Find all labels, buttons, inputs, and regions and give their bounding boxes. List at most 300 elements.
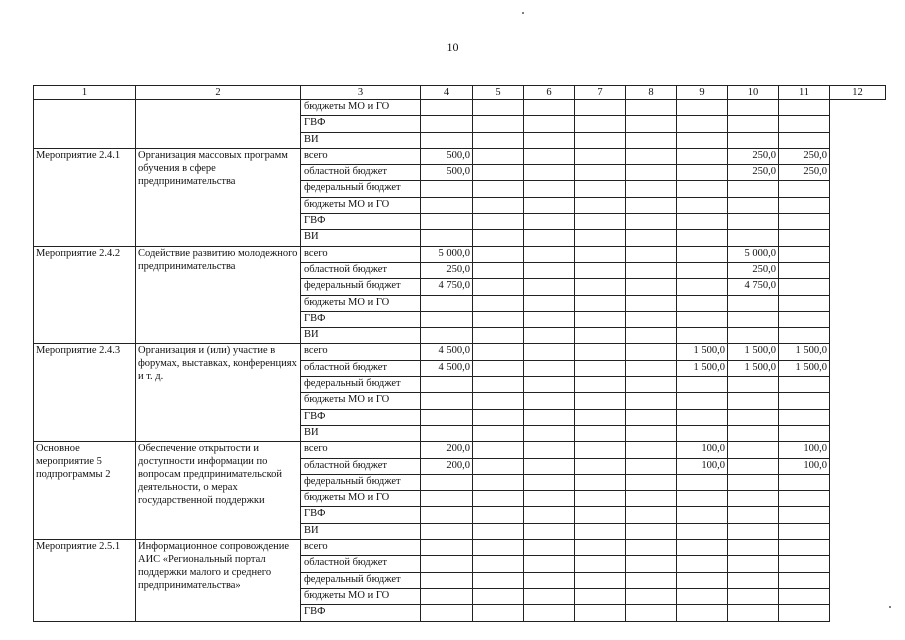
value-cell (575, 605, 626, 621)
value-cell (779, 197, 830, 213)
value-cell (677, 148, 728, 164)
value-cell (626, 540, 677, 556)
value-cell (626, 474, 677, 490)
value-cell (728, 230, 779, 246)
value-cell: 100,0 (779, 442, 830, 458)
value-cell (524, 246, 575, 262)
value-cell (524, 491, 575, 507)
source-cell: ГВФ (301, 507, 421, 523)
value-cell (575, 165, 626, 181)
column-header: 8 (626, 86, 677, 100)
value-cell: 250,0 (421, 262, 473, 278)
value-cell (421, 116, 473, 132)
value-cell (677, 295, 728, 311)
value-cell (473, 197, 524, 213)
value-cell (524, 295, 575, 311)
value-cell: 100,0 (779, 458, 830, 474)
value-cell (575, 425, 626, 441)
value-cell (677, 214, 728, 230)
source-cell: ГВФ (301, 409, 421, 425)
value-cell (473, 295, 524, 311)
value-cell (779, 605, 830, 621)
value-cell (728, 605, 779, 621)
source-cell: ВИ (301, 523, 421, 539)
header-row (34, 86, 886, 100)
code-cell (34, 100, 136, 149)
value-cell (779, 491, 830, 507)
value-cell (524, 230, 575, 246)
value-cell (779, 393, 830, 409)
value-cell (473, 262, 524, 278)
value-cell (677, 425, 728, 441)
value-cell: 1 500,0 (677, 360, 728, 376)
value-cell (524, 360, 575, 376)
value-cell (473, 572, 524, 588)
source-cell: бюджеты МО и ГО (301, 295, 421, 311)
value-cell (524, 442, 575, 458)
value-cell (626, 148, 677, 164)
value-cell (779, 311, 830, 327)
value-cell: 1 500,0 (728, 360, 779, 376)
value-cell (473, 214, 524, 230)
value-cell (524, 556, 575, 572)
column-header: 9 (677, 86, 728, 100)
value-cell (473, 507, 524, 523)
value-cell (421, 377, 473, 393)
name-cell (136, 100, 301, 149)
activity-code: Мероприятие 2.4.1 (34, 148, 136, 246)
value-cell (575, 246, 626, 262)
table-row (34, 148, 886, 164)
value-cell (524, 507, 575, 523)
activity-code: Основное мероприятие 5 подпрограммы 2 (34, 442, 136, 540)
column-header: 12 (830, 86, 886, 100)
value-cell (473, 425, 524, 441)
column-header: 2 (136, 86, 301, 100)
value-cell (473, 474, 524, 490)
value-cell (626, 588, 677, 604)
value-cell (728, 100, 779, 116)
value-cell (421, 425, 473, 441)
value-cell (473, 132, 524, 148)
value-cell (524, 588, 575, 604)
value-cell (626, 344, 677, 360)
value-cell (626, 523, 677, 539)
value-cell (575, 295, 626, 311)
value-cell (626, 181, 677, 197)
value-cell (728, 572, 779, 588)
value-cell (473, 393, 524, 409)
value-cell (779, 295, 830, 311)
value-cell (728, 377, 779, 393)
value-cell (728, 491, 779, 507)
value-cell (677, 540, 728, 556)
value-cell (473, 588, 524, 604)
value-cell (779, 181, 830, 197)
value-cell: 250,0 (728, 262, 779, 278)
value-cell: 1 500,0 (677, 344, 728, 360)
value-cell (677, 116, 728, 132)
value-cell (575, 230, 626, 246)
value-cell (728, 507, 779, 523)
source-cell: всего (301, 442, 421, 458)
value-cell (677, 100, 728, 116)
value-cell (421, 214, 473, 230)
page-number: 10 (446, 40, 459, 54)
scan-speck (522, 12, 524, 14)
source-cell: всего (301, 148, 421, 164)
value-cell (626, 279, 677, 295)
value-cell (575, 556, 626, 572)
value-cell (575, 328, 626, 344)
source-cell: областной бюджет (301, 458, 421, 474)
value-cell (677, 507, 728, 523)
value-cell (524, 474, 575, 490)
value-cell (575, 148, 626, 164)
value-cell (421, 540, 473, 556)
value-cell: 500,0 (421, 148, 473, 164)
column-header: 6 (524, 86, 575, 100)
source-cell: федеральный бюджет (301, 377, 421, 393)
value-cell (728, 409, 779, 425)
value-cell (575, 393, 626, 409)
value-cell (626, 491, 677, 507)
value-cell (626, 377, 677, 393)
activity-code: Мероприятие 2.5.1 (34, 540, 136, 621)
value-cell (677, 197, 728, 213)
value-cell: 4 500,0 (421, 360, 473, 376)
value-cell (728, 181, 779, 197)
value-cell (575, 279, 626, 295)
value-cell (473, 100, 524, 116)
value-cell (524, 116, 575, 132)
value-cell (473, 458, 524, 474)
value-cell (473, 442, 524, 458)
column-header: 11 (779, 86, 830, 100)
value-cell (677, 181, 728, 197)
column-header: 10 (728, 86, 779, 100)
value-cell (779, 377, 830, 393)
source-cell: областной бюджет (301, 262, 421, 278)
value-cell (677, 588, 728, 604)
value-cell (779, 262, 830, 278)
budget-table (33, 85, 886, 622)
value-cell (575, 540, 626, 556)
value-cell (524, 605, 575, 621)
value-cell (626, 197, 677, 213)
value-cell (779, 588, 830, 604)
scan-speck (889, 606, 891, 608)
column-header: 7 (575, 86, 626, 100)
value-cell (677, 165, 728, 181)
value-cell (575, 262, 626, 278)
value-cell (626, 246, 677, 262)
value-cell (524, 132, 575, 148)
value-cell: 200,0 (421, 442, 473, 458)
value-cell (473, 556, 524, 572)
value-cell (677, 246, 728, 262)
source-cell: областной бюджет (301, 165, 421, 181)
value-cell (421, 295, 473, 311)
source-cell: ВИ (301, 230, 421, 246)
value-cell (524, 148, 575, 164)
value-cell (626, 165, 677, 181)
value-cell (677, 328, 728, 344)
value-cell (575, 409, 626, 425)
value-cell (626, 360, 677, 376)
value-cell (677, 393, 728, 409)
value-cell (524, 311, 575, 327)
value-cell (575, 474, 626, 490)
source-cell: бюджеты МО и ГО (301, 393, 421, 409)
value-cell (779, 425, 830, 441)
activity-name: Организация массовых программ обучения в сфере предпринимательства (136, 148, 301, 246)
value-cell (626, 556, 677, 572)
value-cell (575, 214, 626, 230)
value-cell (524, 409, 575, 425)
column-header: 1 (34, 86, 136, 100)
value-cell (728, 197, 779, 213)
value-cell (473, 165, 524, 181)
value-cell (524, 100, 575, 116)
source-cell: ГВФ (301, 605, 421, 621)
value-cell (473, 230, 524, 246)
activity-name: Содействие развитию молодежного предпринимательства (136, 246, 301, 344)
value-cell: 100,0 (677, 442, 728, 458)
value-cell (575, 523, 626, 539)
value-cell (728, 425, 779, 441)
value-cell (779, 523, 830, 539)
source-cell: областной бюджет (301, 360, 421, 376)
value-cell (473, 116, 524, 132)
source-cell: федеральный бюджет (301, 181, 421, 197)
value-cell (524, 425, 575, 441)
value-cell: 100,0 (677, 458, 728, 474)
value-cell (728, 458, 779, 474)
value-cell (626, 100, 677, 116)
value-cell (677, 279, 728, 295)
activity-code: Мероприятие 2.4.3 (34, 344, 136, 442)
value-cell (677, 230, 728, 246)
value-cell (626, 425, 677, 441)
value-cell (473, 311, 524, 327)
value-cell (779, 116, 830, 132)
value-cell (524, 572, 575, 588)
value-cell (779, 474, 830, 490)
value-cell: 250,0 (779, 165, 830, 181)
table-row (34, 246, 886, 262)
activity-name: Обеспечение открытости и доступности информации по вопросам предпринимательской деятельности, о мерах государственной поддержки (136, 442, 301, 540)
value-cell (524, 197, 575, 213)
value-cell: 5 000,0 (421, 246, 473, 262)
value-cell (728, 523, 779, 539)
source-cell: всего (301, 246, 421, 262)
value-cell (421, 491, 473, 507)
value-cell (575, 377, 626, 393)
value-cell (575, 442, 626, 458)
value-cell (473, 523, 524, 539)
value-cell (677, 605, 728, 621)
source-cell: областной бюджет (301, 556, 421, 572)
value-cell (524, 165, 575, 181)
value-cell (575, 132, 626, 148)
value-cell (473, 605, 524, 621)
value-cell (677, 311, 728, 327)
value-cell (421, 393, 473, 409)
value-cell (575, 360, 626, 376)
value-cell (626, 214, 677, 230)
value-cell (677, 262, 728, 278)
value-cell (575, 458, 626, 474)
value-cell: 200,0 (421, 458, 473, 474)
value-cell: 5 000,0 (728, 246, 779, 262)
value-cell (728, 556, 779, 572)
value-cell (728, 588, 779, 604)
value-cell: 250,0 (728, 165, 779, 181)
value-cell: 500,0 (421, 165, 473, 181)
value-cell (677, 409, 728, 425)
source-cell: федеральный бюджет (301, 474, 421, 490)
value-cell (421, 311, 473, 327)
table-row (34, 344, 886, 360)
value-cell (779, 540, 830, 556)
column-header: 3 (301, 86, 421, 100)
value-cell (421, 588, 473, 604)
source-cell: ГВФ (301, 116, 421, 132)
value-cell (421, 197, 473, 213)
value-cell (779, 556, 830, 572)
value-cell (626, 572, 677, 588)
value-cell: 4 500,0 (421, 344, 473, 360)
value-cell: 250,0 (779, 148, 830, 164)
value-cell (626, 507, 677, 523)
value-cell (626, 311, 677, 327)
source-cell: бюджеты МО и ГО (301, 100, 421, 116)
value-cell (575, 116, 626, 132)
value-cell (524, 377, 575, 393)
value-cell (677, 572, 728, 588)
value-cell (473, 148, 524, 164)
value-cell (677, 556, 728, 572)
value-cell (524, 393, 575, 409)
source-cell: федеральный бюджет (301, 279, 421, 295)
value-cell (728, 214, 779, 230)
value-cell (626, 132, 677, 148)
value-cell (728, 132, 779, 148)
value-cell (575, 311, 626, 327)
value-cell (575, 588, 626, 604)
value-cell (779, 328, 830, 344)
value-cell: 1 500,0 (728, 344, 779, 360)
value-cell (473, 540, 524, 556)
value-cell (524, 214, 575, 230)
value-cell (473, 409, 524, 425)
value-cell (779, 572, 830, 588)
value-cell (728, 393, 779, 409)
value-cell (575, 100, 626, 116)
value-cell (524, 344, 575, 360)
value-cell: 250,0 (728, 148, 779, 164)
value-cell (626, 116, 677, 132)
value-cell (575, 507, 626, 523)
source-cell: федеральный бюджет (301, 572, 421, 588)
value-cell (473, 279, 524, 295)
value-cell (421, 523, 473, 539)
table-body (34, 86, 886, 622)
value-cell (524, 523, 575, 539)
column-header: 5 (473, 86, 524, 100)
value-cell (779, 507, 830, 523)
value-cell (575, 491, 626, 507)
value-cell (421, 328, 473, 344)
value-cell (779, 409, 830, 425)
source-cell: ВИ (301, 425, 421, 441)
value-cell (626, 262, 677, 278)
value-cell (728, 474, 779, 490)
value-cell (728, 295, 779, 311)
value-cell (728, 540, 779, 556)
source-cell: бюджеты МО и ГО (301, 197, 421, 213)
source-cell: ГВФ (301, 214, 421, 230)
value-cell (473, 377, 524, 393)
value-cell (473, 246, 524, 262)
value-cell (575, 197, 626, 213)
value-cell (473, 360, 524, 376)
value-cell (421, 132, 473, 148)
table-row (34, 100, 886, 116)
source-cell: бюджеты МО и ГО (301, 588, 421, 604)
value-cell (626, 230, 677, 246)
value-cell (779, 279, 830, 295)
value-cell (524, 181, 575, 197)
value-cell: 1 500,0 (779, 360, 830, 376)
value-cell (626, 295, 677, 311)
value-cell (779, 132, 830, 148)
value-cell (473, 181, 524, 197)
value-cell (421, 230, 473, 246)
value-cell (779, 230, 830, 246)
value-cell (421, 474, 473, 490)
value-cell (575, 181, 626, 197)
value-cell (524, 279, 575, 295)
source-cell: всего (301, 344, 421, 360)
column-header: 4 (421, 86, 473, 100)
value-cell (421, 507, 473, 523)
value-cell (524, 262, 575, 278)
value-cell (728, 116, 779, 132)
value-cell (524, 458, 575, 474)
table-row (34, 442, 886, 458)
value-cell (779, 100, 830, 116)
source-cell: ГВФ (301, 311, 421, 327)
value-cell (421, 409, 473, 425)
value-cell (626, 409, 677, 425)
value-cell (473, 491, 524, 507)
value-cell (626, 442, 677, 458)
value-cell (677, 523, 728, 539)
value-cell (626, 393, 677, 409)
value-cell (575, 572, 626, 588)
value-cell (728, 311, 779, 327)
value-cell (626, 458, 677, 474)
value-cell (421, 181, 473, 197)
value-cell (677, 377, 728, 393)
value-cell (626, 605, 677, 621)
value-cell (728, 328, 779, 344)
value-cell (677, 491, 728, 507)
source-cell: бюджеты МО и ГО (301, 491, 421, 507)
value-cell (779, 246, 830, 262)
